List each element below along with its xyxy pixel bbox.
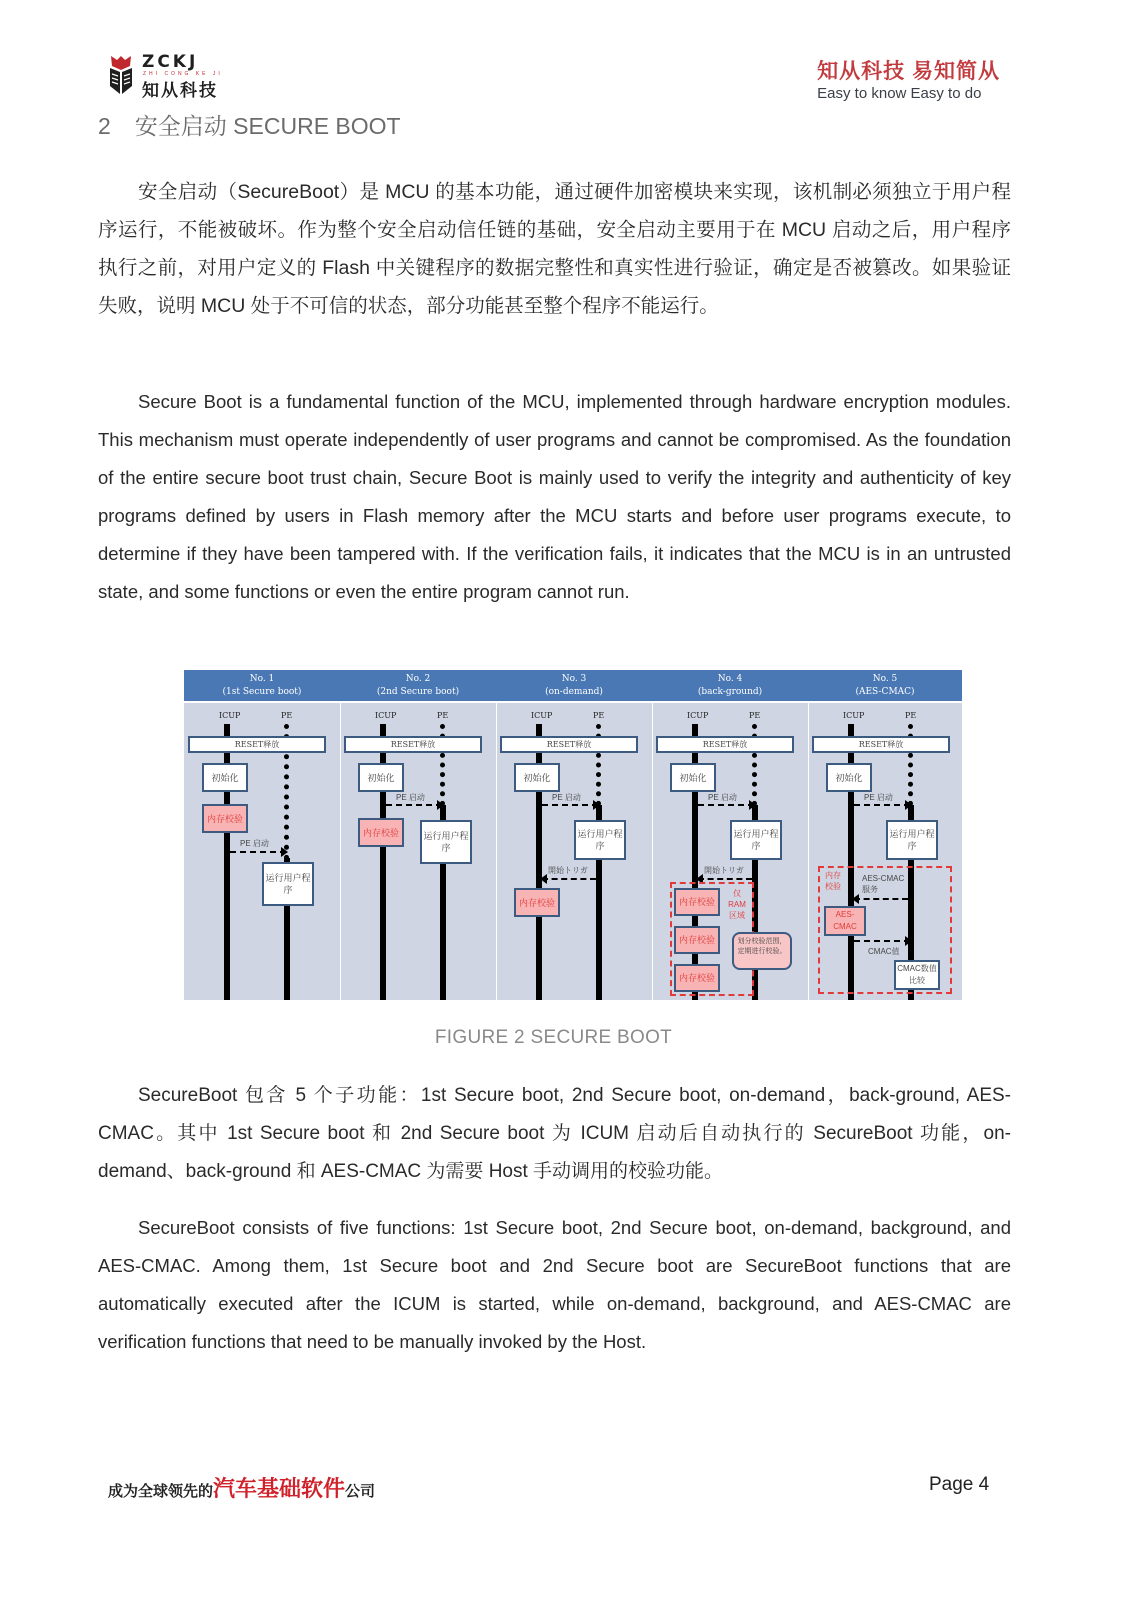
run-user-program-box: 运行用户程序 bbox=[730, 820, 782, 860]
paragraph-cn-intro: 安全启动（SecureBoot）是 MCU 的基本功能，通过硬件加密模块来实现，该机制必须独立于用户程序运行，不能被破坏。作为整个安全启动信任链的基础，安全启动主要用于在 MCU 启动之后，用户程序执行之前，对用户定义的 Flash 中关键程序的数据完整性和真实性进行验证，确定是否被篡改。如果验证失败，说明 MCU 处于不可信的状态，部分功能甚至整个程序不能运行。 bbox=[98, 181, 1011, 317]
slogan-english: Easy to know Easy to do bbox=[817, 85, 982, 102]
column-number: No. 4 bbox=[717, 674, 743, 684]
tagline-suffix: 公司 bbox=[345, 1483, 376, 1500]
lane-label-pe: PE bbox=[281, 711, 293, 720]
trigger-arrow bbox=[542, 878, 596, 880]
reset-release-box: RESET释放 bbox=[344, 736, 482, 753]
aes-cmac-box: AES-CMAC bbox=[824, 906, 866, 936]
page-number: Page 4 bbox=[929, 1474, 990, 1495]
column-name: (back-ground) bbox=[697, 687, 763, 697]
ram-only-note: 仅 RAM 区域 bbox=[728, 889, 746, 920]
aes-service-label: AES-CMAC 服务 bbox=[862, 874, 905, 894]
column-header bbox=[496, 670, 652, 703]
logo-subtitle: ZHI CONG KE JI bbox=[143, 71, 223, 77]
trigger-arrow bbox=[698, 878, 752, 880]
trigger-label: 開始トリガ bbox=[548, 866, 588, 875]
range-callout: 划分校验范围，定期进行校验。 bbox=[732, 932, 792, 970]
memory-check-box: 内存校验 bbox=[514, 888, 560, 917]
logo-emblem-icon bbox=[108, 54, 134, 96]
lane-label-icup: ICUP bbox=[843, 711, 865, 720]
lane-label-icup: ICUP bbox=[375, 711, 397, 720]
trigger-label: 開始トリガ bbox=[704, 866, 744, 875]
pe-start-label: PE 启动 bbox=[240, 839, 269, 848]
figure-column-2 bbox=[340, 670, 497, 1000]
init-box: 初始化 bbox=[670, 763, 716, 792]
aes-service-arrow bbox=[854, 898, 908, 900]
reset-release-box: RESET释放 bbox=[812, 736, 950, 753]
pe-start-label: PE 启动 bbox=[396, 793, 425, 802]
run-user-program-box: 运行用户程序 bbox=[420, 820, 472, 864]
pe-start-label: PE 启动 bbox=[864, 793, 893, 802]
run-user-program-box: 运行用户程序 bbox=[886, 820, 938, 860]
init-box: 初始化 bbox=[358, 763, 404, 792]
column-header bbox=[808, 670, 962, 703]
memory-check-box: 内存校验 bbox=[674, 888, 720, 916]
pe-start-label: PE 启动 bbox=[552, 793, 581, 802]
pe-start-arrow bbox=[542, 804, 598, 806]
column-header bbox=[652, 670, 808, 703]
section-title: 安全启动 SECURE BOOT bbox=[134, 113, 401, 139]
pe-start-label: PE 启动 bbox=[708, 793, 737, 802]
column-header bbox=[184, 670, 340, 703]
tagline-prefix: 成为全球领先的 bbox=[108, 1483, 214, 1500]
column-name: (on-demand) bbox=[545, 687, 603, 697]
logo-latin: ZCKJ bbox=[142, 52, 199, 72]
column-number: No. 5 bbox=[872, 674, 898, 684]
paragraph-cn-functions: SecureBoot 包含 5 个子功能：1st Secure boot, 2nd Secure boot, on-demand，back-ground, AES-CMAC。其中 1st Secure boot 和 2nd Secure boot 为 ICUM 启动后自动执行的 SecureBoot 功能，on-demand、back-ground 和 AES-CMAC 为需要 Host 手动调用的校验功能。 bbox=[98, 1085, 1011, 1182]
lane-label-pe: PE bbox=[905, 711, 917, 720]
run-user-program-box: 运行用户程序 bbox=[262, 862, 314, 906]
column-name: (2nd Secure boot) bbox=[376, 687, 460, 697]
secure-boot-figure bbox=[184, 670, 962, 1000]
memory-check-box: 内存校验 bbox=[202, 804, 248, 833]
cmac-compare-box: CMAC数值比较 bbox=[894, 960, 940, 990]
lane-label-icup: ICUP bbox=[219, 711, 241, 720]
pe-start-arrow bbox=[386, 804, 442, 806]
column-name: (AES-CMAC) bbox=[855, 687, 915, 697]
cmac-value-arrow bbox=[854, 940, 910, 942]
figure-caption: FIGURE 2 SECURE BOOT bbox=[434, 1027, 673, 1048]
column-number: No. 3 bbox=[561, 674, 587, 684]
slogan bbox=[817, 55, 1000, 102]
init-box: 初始化 bbox=[514, 763, 560, 792]
reset-release-box: RESET释放 bbox=[500, 736, 638, 753]
memory-check-box: 内存校验 bbox=[674, 926, 720, 954]
section-heading bbox=[98, 108, 401, 141]
paragraph-en-intro: Secure Boot is a fundamental function of the MCU, implemented through hardware encryption modules. This mechanism must operate independently of user programs and cannot be compromised. As the foundation of the entire secure boot trust chain, Secure Boot is mainly used to verify the integrity and authenticity of key programs defined by users in Flash memory after the MCU starts and before user programs execute, to determine if they have been tampered with. If the verification fails, it indicates that the MCU is in an untrusted state, and some functions or even the entire program cannot run. bbox=[98, 391, 1011, 602]
lane-label-icup: ICUP bbox=[531, 711, 553, 720]
section-number: 2 bbox=[98, 113, 111, 139]
lane-label-pe: PE bbox=[749, 711, 761, 720]
column-header bbox=[340, 670, 496, 703]
lane-label-pe: PE bbox=[593, 711, 605, 720]
column-number: No. 2 bbox=[405, 674, 431, 684]
memory-check-box: 内存校验 bbox=[358, 818, 404, 847]
cmac-value-label: CMAC值 bbox=[868, 947, 900, 956]
figure-column-3 bbox=[496, 670, 653, 1000]
company-logo bbox=[108, 52, 238, 98]
init-box: 初始化 bbox=[202, 763, 248, 792]
memory-check-box: 内存校验 bbox=[674, 964, 720, 992]
tagline-highlight: 汽车基础软件 bbox=[213, 1476, 346, 1501]
figure-column-5 bbox=[808, 670, 962, 1000]
column-number: No. 1 bbox=[249, 674, 275, 684]
pe-start-arrow bbox=[854, 804, 910, 806]
reset-release-box: RESET释放 bbox=[188, 736, 326, 753]
figure-column-1 bbox=[184, 670, 341, 1000]
slogan-chinese: 知从科技 易知简从 bbox=[817, 60, 1000, 83]
paragraph-en-functions: SecureBoot consists of five functions: 1st Secure boot, 2nd Secure boot, on-demand, background, and AES-CMAC. Among them, 1st Secure boot and 2nd Secure boot are SecureBoot functions that are automatically executed after the ICUM is started, while on-demand, background, and AES-CMAC are verification functions that need to be manually invoked by the Host. bbox=[98, 1217, 1011, 1352]
column-name: (1st Secure boot) bbox=[222, 687, 302, 697]
reset-release-box: RESET释放 bbox=[656, 736, 794, 753]
logo-chinese: 知从科技 bbox=[142, 81, 218, 100]
footer-tagline bbox=[108, 1472, 375, 1503]
pe-start-arrow bbox=[698, 804, 754, 806]
lane-label-icup: ICUP bbox=[687, 711, 709, 720]
memory-check-note: 内存校验 bbox=[825, 871, 841, 891]
lane-label-pe: PE bbox=[437, 711, 449, 720]
figure-column-4 bbox=[652, 670, 809, 1000]
run-user-program-box: 运行用户程序 bbox=[574, 820, 626, 860]
pe-start-arrow bbox=[230, 851, 286, 853]
init-box: 初始化 bbox=[826, 763, 872, 792]
